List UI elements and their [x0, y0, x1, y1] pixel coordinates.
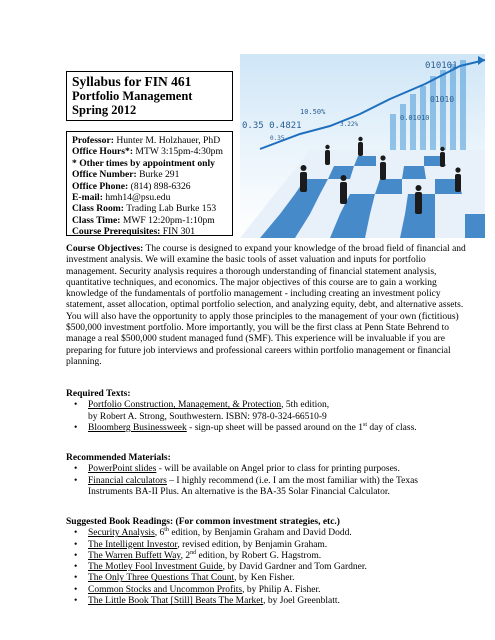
item-detail-line2: by Robert A. Strong, Southwestern. ISBN: 978-0-324-66510-9 — [88, 411, 327, 422]
item-detail: , by Joel Greenblatt. — [263, 596, 340, 607]
course-info-box — [66, 131, 233, 236]
course-objectives — [66, 244, 476, 368]
book-link[interactable]: Bloomberg Businessweek — [88, 422, 187, 433]
office-number-value: Burke 291 — [139, 169, 180, 181]
list-item — [66, 596, 476, 607]
course-subtitle: Portfolio Management — [72, 89, 193, 103]
book-link[interactable]: The Little Book That [Still] Beats The Market — [88, 596, 264, 607]
item-detail: edition, by Benjamin Graham and David Dodd. — [168, 528, 352, 539]
prereq-value: FIN 301 — [162, 226, 196, 238]
superscript: nd — [190, 549, 197, 556]
item-detail: , 6 — [154, 528, 165, 539]
item-detail: , revised edition, by Benjamin Graham. — [177, 539, 328, 550]
business-chessboard-illustration — [240, 54, 485, 238]
required-texts — [66, 389, 476, 434]
list-item — [66, 573, 476, 584]
professor-value: Hunter M. Holzhauer, PhD — [116, 135, 221, 146]
item-detail: - sign-up sheet will be passed around on the 1 — [186, 422, 364, 433]
book-link[interactable]: Common Stocks and Uncommon Profits — [88, 584, 243, 595]
superscript: st — [363, 421, 368, 428]
item-detail: – I highly recommend (i.e. I am the most familiar with) the Texas — [166, 475, 418, 486]
material-link[interactable]: Financial calculators — [88, 475, 167, 486]
class-time-value: MWF 12:20pm-1:10pm — [122, 214, 215, 226]
list-item — [66, 585, 476, 596]
book-link[interactable]: The Only Three Questions That Count — [88, 573, 235, 584]
professor-line — [72, 135, 227, 146]
list-item — [66, 540, 476, 551]
hero-number: 3.22% — [340, 121, 359, 128]
course-title: Syllabus for FIN 461 — [72, 74, 192, 89]
item-detail: day of class. — [367, 422, 417, 433]
title-box — [66, 71, 233, 121]
office-number-label: Office Number: — [72, 169, 137, 181]
email-label: E-mail: — [72, 192, 103, 204]
item-detail: , by Philip A. Fisher. — [242, 584, 321, 595]
list-item — [66, 400, 476, 423]
office-phone-label: Office Phone: — [72, 180, 129, 192]
office-hours-line — [72, 146, 227, 157]
prereq-line — [72, 226, 227, 237]
class-room-label: Class Room: — [72, 203, 124, 215]
book-link[interactable]: Portfolio Construction, Management, & Protection — [88, 400, 282, 411]
list-item — [66, 528, 476, 539]
office-hours-value: MTW 3:15pm-4:30pm — [135, 146, 223, 158]
list-item — [66, 464, 476, 475]
office-hours-label: Office Hours*: — [72, 146, 134, 158]
hero-number: 10.50% — [300, 108, 326, 116]
class-time-label: Class Time: — [72, 214, 121, 226]
book-link[interactable]: The Warren Buffett Way — [88, 550, 181, 561]
objectives-text: The course is designed to expand your knowledge of the broad field of financial and investment analysis. We will examine the basic tools of asset valuation and inputs for portfolio management. Security analysis requires a thorough understanding of financial statement analysis, quantitative techniques, and economics. The major objectives of this course are to gain a working knowledge of the fundamentals of portfolio management - including creating an investment policy statement, asset allocation, optimal portfolio selection, and analyzing equity, debt, and alternative assets. You will also have the opportunity to apply those principles to the management of your own (fictitious) $500,000 investment portfolio. More importantly, you will be the first class at Penn State Behrend to manage a real $500,000 student managed fund (SMF). This experience will be invaluable if you are preparing for future job interviews and professional careers within portfolio management or financial planning. — [66, 244, 466, 367]
item-detail: - will be available on Angel prior to class for printing purposes. — [156, 464, 400, 475]
objectives-label: Course Objectives: — [66, 244, 144, 254]
course-term: Spring 2012 — [72, 103, 137, 117]
required-title: Required Texts: — [66, 389, 131, 399]
required-list — [66, 400, 476, 434]
suggested-readings — [66, 517, 476, 607]
list-item — [66, 423, 476, 434]
email-value: hmh14@psu.edu — [105, 192, 171, 204]
item-detail-line2: Instruments BA-II Plus. An alternative is the BA-35 Solar Financial Calculator. — [88, 486, 390, 497]
item-detail: , by David Gardner and Tom Gardner. — [222, 562, 367, 573]
hero-number: 010101 — [425, 61, 458, 71]
superscript: th — [164, 527, 169, 534]
suggested-list — [66, 528, 476, 607]
book-link[interactable]: The Motley Fool Investment Guide — [88, 562, 223, 573]
item-detail: , by Ken Fisher. — [234, 573, 295, 584]
appointment-note: * Other times by appointment only — [72, 157, 215, 169]
office-number-line — [72, 169, 227, 180]
hero-number: 01010 — [430, 95, 455, 104]
hero-image — [240, 54, 485, 238]
recommended-materials — [66, 453, 476, 498]
hero-number: 0.35 — [270, 135, 285, 142]
prereq-label: Course Prerequisites: — [72, 226, 161, 238]
item-detail: edition, by Robert G. Hagstrom. — [196, 550, 322, 561]
item-detail: , 2 — [180, 550, 191, 561]
hero-number: 0.01010 — [400, 114, 430, 122]
office-phone-value: (814) 898-6326 — [130, 180, 191, 192]
email-line — [72, 192, 227, 203]
appointment-line — [72, 158, 227, 169]
suggested-title: Suggested Book Readings: (For common investment strategies, etc.) — [66, 517, 340, 527]
item-detail: , 5th edition, — [281, 400, 330, 411]
professor-label: Professor: — [72, 135, 114, 146]
book-link[interactable]: The Intelligent Investor — [88, 539, 178, 550]
recommended-title: Recommended Materials: — [66, 453, 171, 463]
recommended-list — [66, 464, 476, 498]
class-room-value: Trading Lab Burke 153 — [126, 203, 217, 215]
class-time-line — [72, 215, 227, 226]
class-room-line — [72, 203, 227, 214]
office-phone-line — [72, 181, 227, 192]
material-link[interactable]: PowerPoint slides — [88, 464, 157, 475]
list-item — [66, 551, 476, 562]
hero-number: 0.35 0.4821 — [242, 121, 302, 131]
list-item — [66, 562, 476, 573]
list-item — [66, 476, 476, 499]
book-link[interactable]: Security Analysis — [88, 528, 155, 539]
